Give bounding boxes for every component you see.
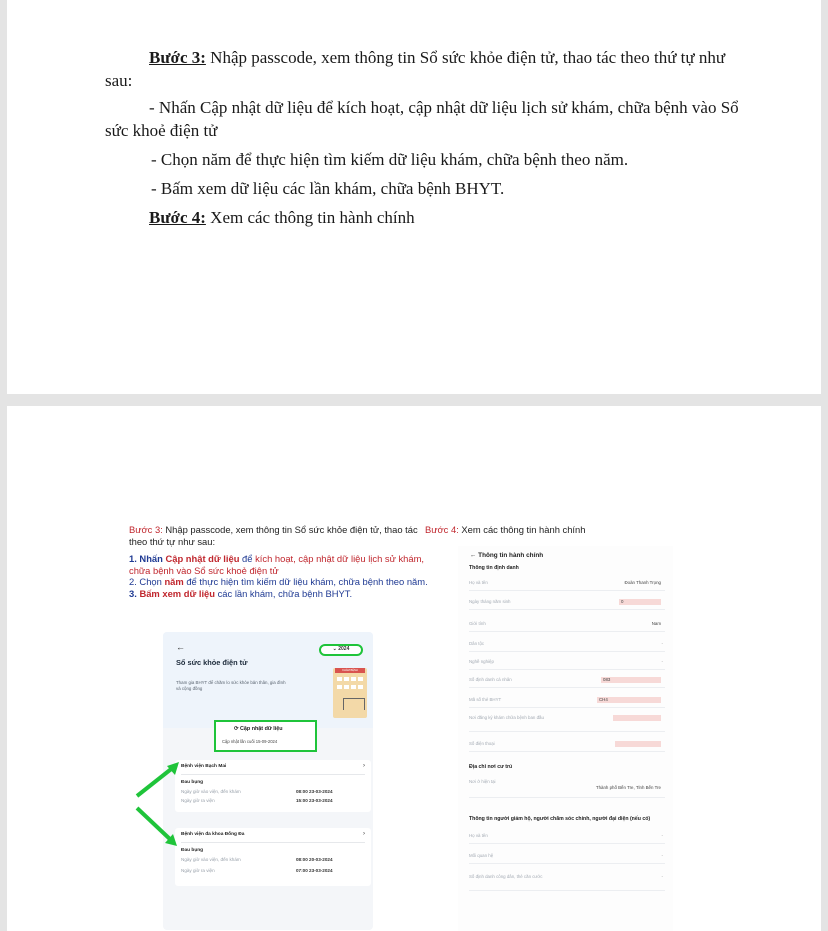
health-book-screen xyxy=(163,632,373,930)
visit-out-value: 15:00 23-03-2024 xyxy=(296,798,333,803)
row-label: Ngày tháng năm sinh xyxy=(469,599,511,604)
guardian-section-title: Thông tin người giám hộ, người chăm sóc chính, người đại diện (nếu có) xyxy=(469,816,651,822)
instruction-item-3 xyxy=(129,588,429,600)
identity-section-title: Thông tin định danh xyxy=(469,565,519,571)
info-row xyxy=(469,871,665,891)
chevron-down-icon: ⌄ xyxy=(332,646,339,652)
item3-em: Bấm xem dữ liệu xyxy=(139,587,216,599)
row-label: Nơi đăng ký khám chữa bệnh ban đầu xyxy=(469,715,544,720)
step4-heading xyxy=(425,524,725,536)
row-label: Mã số thẻ BHYT xyxy=(469,697,502,702)
visit-out-label: Ngày giờ ra viện xyxy=(181,868,215,873)
year-selector[interactable] xyxy=(319,644,363,656)
address-section-title: Địa chỉ nơi cư trú xyxy=(469,764,513,770)
hospital-sign xyxy=(335,668,365,673)
bullet-year: - Chọn năm để thực hiện tìm kiếm dữ liệu khám, chữa bệnh theo năm. xyxy=(151,150,629,169)
info-row xyxy=(469,694,665,708)
visit-out-value: 07:00 23-03-2024 xyxy=(296,868,333,873)
item2-em: năm xyxy=(164,576,184,587)
visit-diagnosis: Đau bụng xyxy=(181,780,204,785)
chevron-right-icon: › xyxy=(363,763,365,769)
row-value: 083 xyxy=(601,677,661,683)
refresh-icon: ⟳ xyxy=(234,726,241,732)
row-label: Họ và tên xyxy=(469,580,488,585)
visit-out-label: Ngày giờ ra viện xyxy=(181,798,215,803)
row-label: Giới tính xyxy=(469,621,486,626)
health-book-title: Sổ sức khỏe điện tử xyxy=(176,658,248,667)
arrow-lower xyxy=(137,808,173,842)
info-row xyxy=(469,738,665,752)
bullet-view: - Bấm xem dữ liệu các lần khám, chữa bệnh BHYT. xyxy=(151,179,505,198)
row-label: Số điện thoại xyxy=(469,741,495,746)
last-update-text: Cập nhật lần cuối 15-09-2024 xyxy=(222,739,278,744)
hospital-door-icon xyxy=(343,698,365,710)
row-value xyxy=(613,715,661,721)
chevron-right-icon: › xyxy=(363,831,365,837)
step3-heading xyxy=(129,524,429,547)
info-row xyxy=(469,776,665,798)
row-label: Họ và tên xyxy=(469,833,488,838)
info-row xyxy=(469,674,665,688)
visit-diagnosis: Đau bụng xyxy=(181,848,204,853)
green-arrows xyxy=(127,756,187,851)
step3-label: Bước 3: xyxy=(149,48,206,67)
item1-mid: để xyxy=(239,553,256,564)
document-page-top xyxy=(7,0,821,394)
row-label: Nơi ở hiện tại xyxy=(469,779,496,784)
visit-in-value: 08:00 23-03-2024 xyxy=(296,789,333,794)
arrow-upper xyxy=(137,766,175,796)
row-value: - xyxy=(661,641,663,646)
year-value: 2024 xyxy=(338,646,350,652)
step4-heading-label: Bước 4: xyxy=(425,524,459,535)
step4-paragraph xyxy=(105,206,745,229)
row-value: Nam xyxy=(651,621,661,626)
visit-card-2[interactable] xyxy=(175,828,371,886)
item2-num: 2. Chọn xyxy=(129,576,165,587)
back-arrow-icon[interactable]: ← xyxy=(176,642,185,652)
visit-card-1[interactable] xyxy=(175,760,371,812)
info-row xyxy=(469,830,665,844)
row-value: - xyxy=(661,853,663,858)
info-row xyxy=(469,850,665,864)
step3-heading-label: Bước 3: xyxy=(129,524,163,535)
info-row xyxy=(469,656,665,670)
item1-red: kích hoạt, cập nhật dữ liệu lịch sử khám, chữa bệnh vào Sổ sức khoẻ điện tử xyxy=(129,553,424,576)
visit-in-value: 08:00 20-03-2024 xyxy=(296,857,333,862)
health-book-description: Tham gia BHYT để chăm lo sức khỏe bản thân, gia đình và cộng đồng xyxy=(176,680,286,691)
info-row xyxy=(469,618,665,632)
info-row xyxy=(469,712,665,732)
item2-rest: để thực hiện tìm kiếm dữ liệu khám, chữa bệnh theo năm. xyxy=(183,576,428,587)
item1-num: 1. Nhấn xyxy=(129,553,166,564)
update-data-button[interactable] xyxy=(234,726,283,732)
row-value: CH4 xyxy=(597,697,661,703)
step4-heading-text: Xem các thông tin hành chính xyxy=(458,524,586,535)
update-data-highlight[interactable] xyxy=(214,720,317,752)
visit-hospital: Bệnh viện đa khoa Đống Đa xyxy=(181,832,245,837)
bullet-update: - Nhấn Cập nhật dữ liệu để kích hoạt, cập nhật dữ liệu lịch sử khám, chữa bệnh vào Sổ sức khoẻ điện tử xyxy=(105,98,739,140)
row-value: - xyxy=(661,874,663,879)
step3-instructions xyxy=(129,524,429,599)
step3-text: Nhập passcode, xem thông tin Sổ sức khỏe điện tử, thao tác theo thứ tự như sau: xyxy=(105,48,726,90)
row-value: 0 xyxy=(619,599,661,605)
step4-text: Xem các thông tin hành chính xyxy=(205,208,415,227)
row-label: Số định danh cá nhân xyxy=(469,677,512,682)
update-data-label: Cập nhật dữ liệu xyxy=(240,726,283,732)
instruction-item-2 xyxy=(129,576,429,588)
row-label: Nghề nghiệp xyxy=(469,659,494,664)
hospital-building-icon xyxy=(333,668,367,718)
row-value: Đoàn Thanh Trọng xyxy=(624,580,661,585)
row-value xyxy=(615,741,661,747)
step4-label: Bước 4: xyxy=(149,208,206,227)
item1-em: Cập nhật dữ liệu xyxy=(165,553,240,564)
hospital-sign-text: KHÁM BỆNH xyxy=(342,669,358,672)
row-value: Thành phố Bến Tre, Tỉnh Bến Tre xyxy=(595,785,661,790)
document-page-bottom xyxy=(7,406,821,931)
info-row xyxy=(469,577,665,591)
info-row xyxy=(469,638,665,652)
document-text xyxy=(105,46,745,233)
instruction-item-1 xyxy=(129,553,429,576)
info-row xyxy=(469,596,665,610)
step3-heading-text: Nhập passcode, xem thông tin Sổ sức khỏe điện tử, thao tác theo thứ tự như sau: xyxy=(129,524,418,547)
visit-in-label: Ngày giờ vào viện, đến khám xyxy=(181,789,241,794)
row-value: - xyxy=(661,659,663,664)
visit-in-label: Ngày giờ vào viện, đến khám xyxy=(181,857,241,862)
item3-num: 3. xyxy=(129,587,140,599)
admin-info-screen xyxy=(458,546,673,931)
item3-rest: các lần khám, chữa bệnh BHYT. xyxy=(215,587,353,599)
row-value: - xyxy=(661,833,663,838)
row-label: Số định danh công dân, thẻ căn cước xyxy=(469,874,543,879)
row-label: Dân tộc xyxy=(469,641,485,646)
admin-info-title[interactable]: ← Thông tin hành chính xyxy=(470,552,544,559)
visit-hospital: Bệnh viện Bạch Mai xyxy=(181,764,227,769)
row-label: Mối quan hệ xyxy=(469,853,494,858)
step3-paragraph xyxy=(105,46,745,92)
